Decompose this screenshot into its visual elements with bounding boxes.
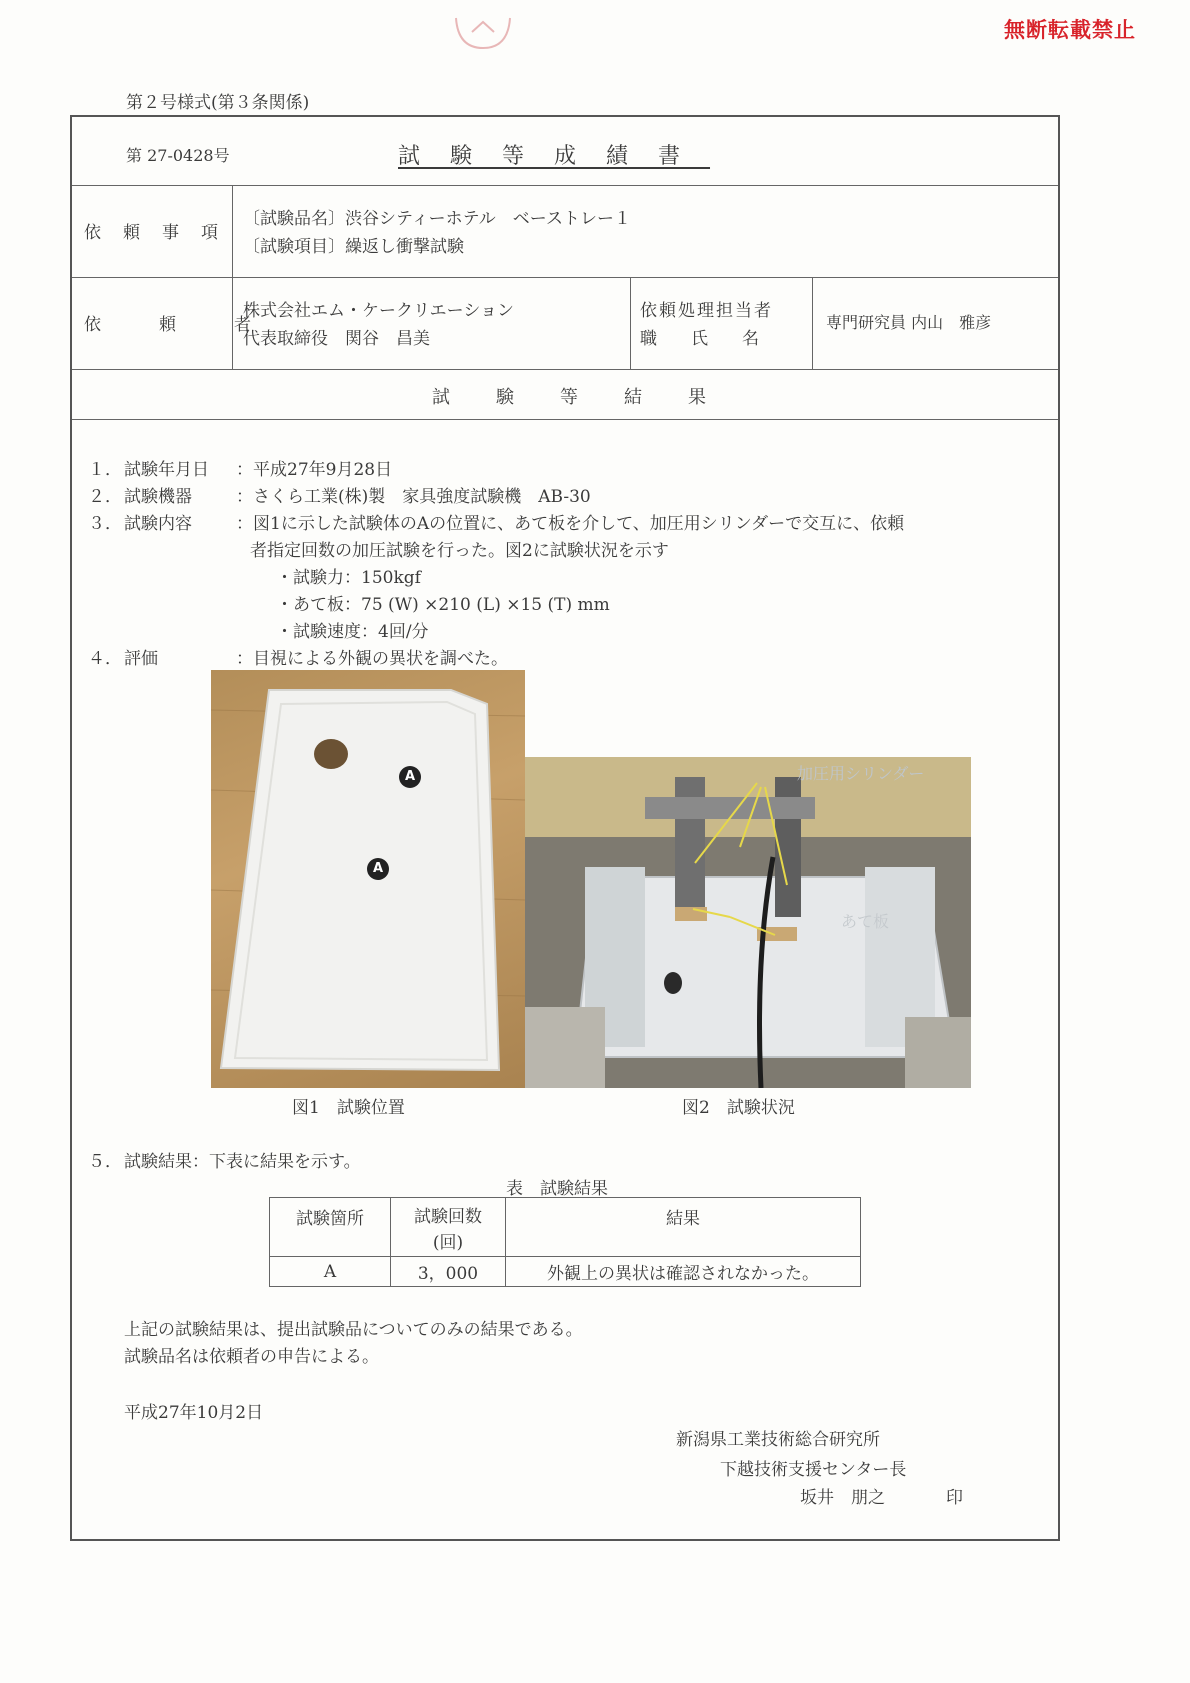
cylinder-label: 加圧用シリンダー [797,764,925,783]
note: 上記の試験結果は、提出試験品についてのみの結果である。 [124,1320,583,1340]
item-value: ：さくら工業(株)製 家具強度試験機 AB-30 [236,487,591,507]
figure1-caption: 図1 試験位置 [292,1098,405,1118]
faint-seal-icon [448,14,518,54]
item-no: ３． [88,514,122,534]
table-cell: 外観上の異状は確認されなかった。 [506,1257,861,1287]
row-divider [72,419,1058,420]
seal-text: 印 [946,1488,963,1508]
table-cell: 3，000 [391,1257,506,1287]
header-unit: (回) [432,1233,464,1253]
item-no: ２． [88,487,122,507]
plate-label: あて板 [841,912,890,931]
condition-plate: ・あて板：75 (W) ×210 (L) ×15 (T) mm [276,595,610,615]
certificate-number: 第 27-0428号 [126,146,230,165]
item-label: 試験機器 [124,487,192,507]
header-count: 試験回数 [414,1207,482,1227]
issuer-title: 下越技術支援センター長 [720,1460,907,1480]
result-table [269,1197,861,1287]
handler-name: 専門研究員 内山 雅彦 [826,313,992,332]
issue-date: 平成27年10月2日 [124,1403,264,1423]
table-header [391,1198,506,1257]
position-a-marker: A [367,858,389,880]
issuer-org: 新潟県工業技術総合研究所 [676,1430,880,1450]
row-divider [72,277,1058,278]
table-title: 表 試験結果 [506,1179,608,1199]
item-value: ：平成27年9月28日 [236,460,393,480]
content-continuation: 者指定回数の加圧試験を行った。図2に試験状況を示す [250,541,669,561]
page-title: 試験等成績書 [398,144,711,169]
test-setup-illustration [525,757,971,1088]
client-representative: 代表取締役 関谷 昌美 [243,329,430,349]
results-heading: 試験等結果 [432,387,752,408]
note: 試験品名は依頼者の申告による。 [124,1347,379,1367]
watermark-text: 無断転載禁止 [1004,18,1136,42]
item-label: 試験内容 [124,514,192,534]
item-label: 評価 [124,649,158,669]
handler-label: 依頼処理担当者 [640,301,773,321]
issuer-name: 坂井 朋之 [800,1488,885,1508]
item-no: １． [88,460,122,480]
row-divider [72,369,1058,370]
table-header: 試験箇所 [270,1198,391,1257]
item-no: ４． [88,649,122,669]
col-divider [232,185,233,369]
item-name: 〔試験品名〕渋谷シティーホテル ベーストレー１ [243,209,631,229]
item-label: 試験年月日 [124,460,209,480]
col-divider [812,277,813,369]
request-label: 依頼事項 [84,223,240,243]
handler-label-2: 職 氏 名 [640,329,759,349]
row-divider [72,185,1058,186]
table-header: 結果 [506,1198,861,1257]
client-label: 依頼者 [84,315,309,335]
item-value: ：図1に示した試験体のAの位置に、あて板を介して、加圧用シリンダーで交互に、依頼 [236,514,905,534]
test-item: 〔試験項目〕繰返し衝撃試験 [243,237,464,257]
result-text: 試験結果：下表に結果を示す。 [124,1152,361,1172]
figure1-photo [211,670,525,1088]
position-a-marker: A [399,766,421,788]
item-value: ：目視による外観の異状を調べた。 [236,649,508,669]
condition-force: ・試験力：150kgf [276,568,421,588]
condition-speed: ・試験速度：4回/分 [276,622,429,642]
item-no: ５． [88,1152,122,1172]
figure2-caption: 図2 試験状況 [682,1098,795,1118]
figure2-photo [525,757,971,1088]
client-company: 株式会社エム・ケークリエーション [243,301,514,321]
table-cell: A [270,1257,391,1287]
form-number: 第２号様式(第３条関係) [126,93,310,113]
tray-illustration [211,670,525,1088]
col-divider [630,277,631,369]
